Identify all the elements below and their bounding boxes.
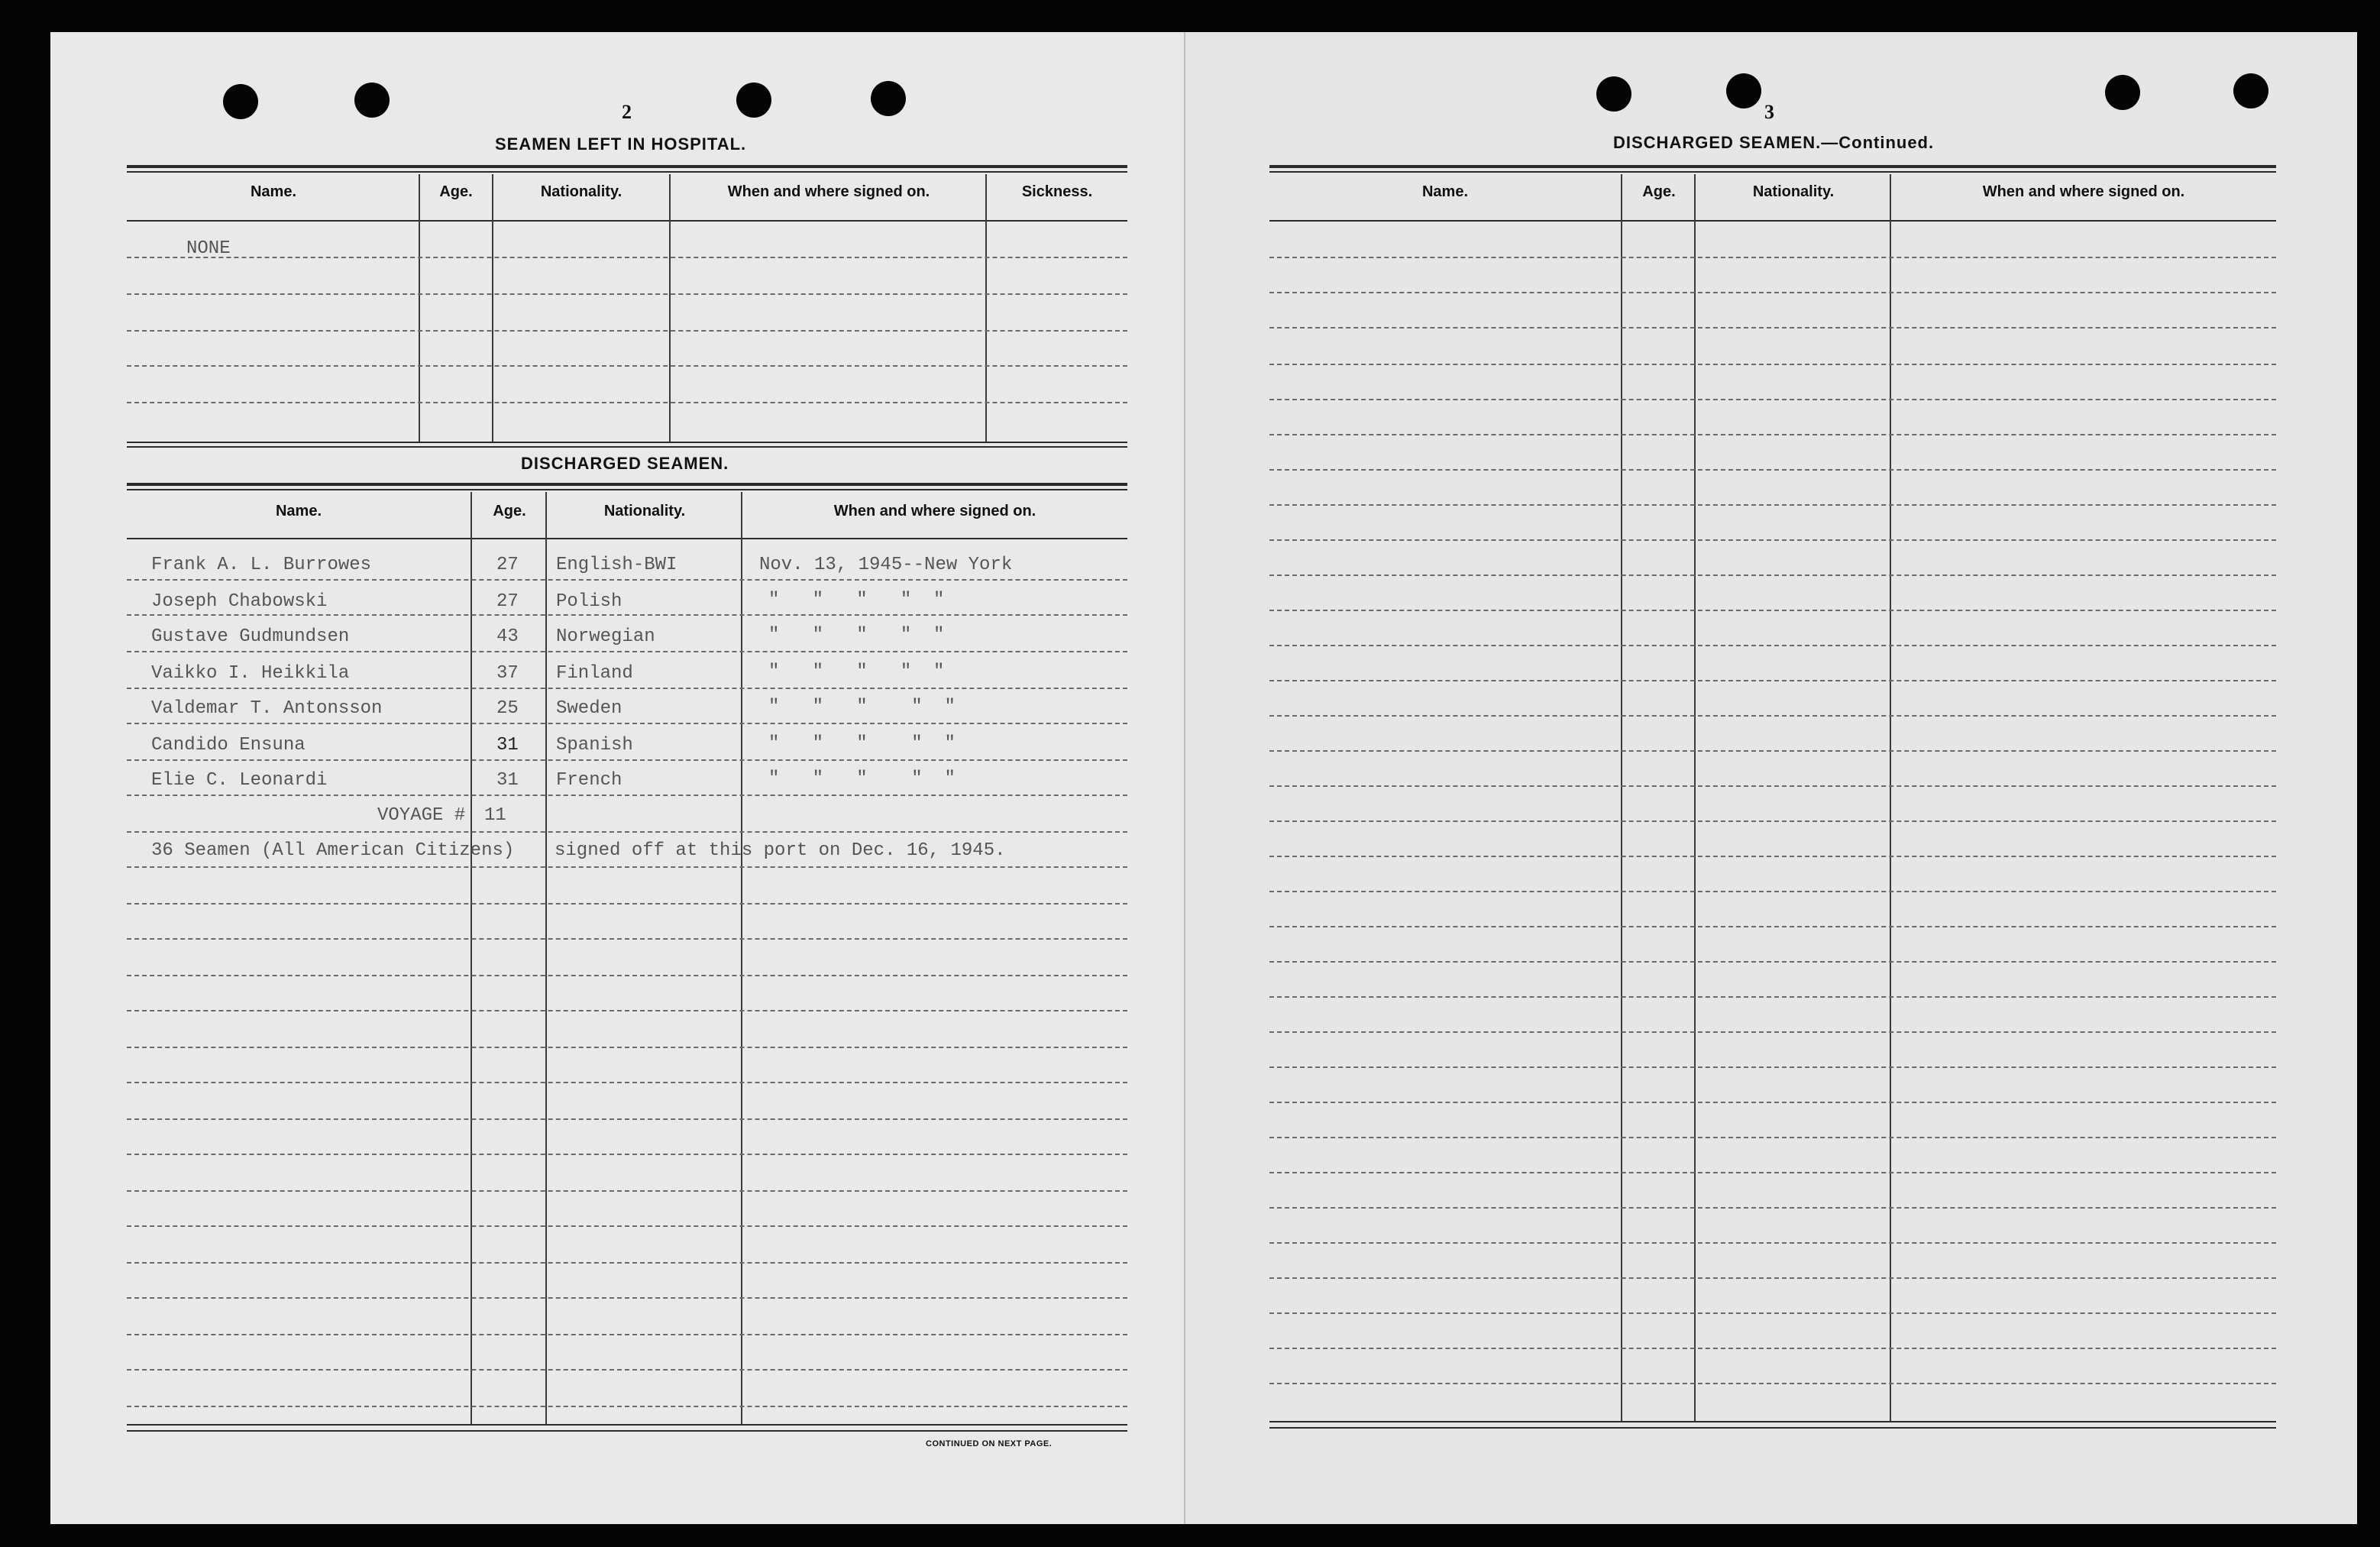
entry-line <box>1269 539 2276 541</box>
entry-line <box>1269 292 2276 293</box>
discharged-continued-title: DISCHARGED SEAMEN.—Continued. <box>1613 133 1935 152</box>
entry-line <box>1269 574 2276 576</box>
column-divider <box>1890 174 1891 1422</box>
entry-line <box>127 795 1127 796</box>
entry-line <box>127 614 1127 616</box>
entry-line <box>127 1118 1127 1120</box>
entry-line <box>127 1225 1127 1227</box>
entry-line <box>127 1297 1127 1299</box>
entry-line <box>1269 1312 2276 1314</box>
seaman-nationality: Polish <box>556 591 622 612</box>
entry-line <box>1269 364 2276 365</box>
voyage-number: 11 <box>484 805 506 826</box>
hospital-header-sickness: Sickness. <box>1021 183 1093 200</box>
entry-line <box>127 1262 1127 1264</box>
rule <box>127 171 1127 173</box>
entry-line <box>1269 820 2276 822</box>
entry-line <box>127 1047 1127 1048</box>
entry-line <box>127 1334 1127 1335</box>
rule <box>1269 1421 2276 1422</box>
entry-line <box>127 293 1127 295</box>
page-fold <box>1184 32 1185 1524</box>
entry-line <box>127 1010 1127 1011</box>
punch-hole <box>2105 75 2140 110</box>
column-divider <box>471 492 472 1426</box>
seaman-age: 27 <box>496 591 519 612</box>
seaman-signed-on: " " " " " <box>768 769 956 789</box>
entry-line <box>1269 785 2276 787</box>
continued-header-signed-on: When and where signed on. <box>1982 183 2185 200</box>
entry-line <box>1269 856 2276 857</box>
entry-line <box>127 579 1127 581</box>
entry-line <box>1269 1172 2276 1173</box>
rule <box>127 489 1127 490</box>
entry-line <box>1269 926 2276 927</box>
discharged-header-age: Age. <box>493 503 526 519</box>
entry-line <box>1269 257 2276 258</box>
rule <box>1269 1427 2276 1429</box>
entry-line <box>127 1190 1127 1192</box>
entry-line <box>1269 750 2276 752</box>
hospital-title: SEAMEN LEFT IN HOSPITAL. <box>495 134 747 154</box>
continued-header-name: Name. <box>1421 183 1469 200</box>
seaman-signed-on: " " " " " <box>768 590 945 610</box>
seaman-age: 43 <box>496 626 519 647</box>
rule <box>127 538 1127 539</box>
entry-line <box>1269 996 2276 998</box>
entry-line <box>1269 961 2276 963</box>
continued-header-age: Age. <box>1642 183 1676 200</box>
punch-hole <box>871 81 906 116</box>
continued-footer: CONTINUED ON NEXT PAGE. <box>926 1439 1053 1448</box>
entry-line <box>1269 1277 2276 1279</box>
voyage-label: VOYAGE # <box>377 805 466 826</box>
entry-line <box>1269 469 2276 471</box>
entry-line <box>1269 1137 2276 1138</box>
punch-hole <box>1726 73 1761 108</box>
seaman-nationality: Sweden <box>556 698 622 719</box>
discharge-note-right: signed off at this port on Dec. 16, 1945. <box>555 840 1006 861</box>
rule <box>1269 220 2276 222</box>
entry-line <box>127 1082 1127 1083</box>
rule <box>127 220 1127 222</box>
entry-line <box>1269 327 2276 328</box>
entry-line <box>1269 610 2276 611</box>
punch-hole <box>354 83 390 118</box>
hospital-header-nationality: Nationality. <box>540 183 622 200</box>
seaman-age: 31 <box>496 735 519 756</box>
entry-line <box>127 938 1127 940</box>
rule <box>127 1430 1127 1432</box>
entry-line <box>1269 434 2276 435</box>
entry-line <box>127 1369 1127 1371</box>
rule <box>127 483 1127 486</box>
discharged-header-name: Name. <box>275 503 322 519</box>
discharged-header-nationality: Nationality. <box>603 503 686 519</box>
rule <box>127 442 1127 443</box>
seaman-name: Elie C. Leonardi <box>151 770 328 791</box>
entry-line <box>127 831 1127 833</box>
continued-header-nationality: Nationality. <box>1752 183 1835 200</box>
seaman-signed-on: " " " " " <box>768 625 945 646</box>
seaman-name: Candido Ensuna <box>151 735 306 756</box>
seaman-nationality: Finland <box>556 663 633 684</box>
entry-line <box>1269 1031 2276 1033</box>
punch-hole <box>1596 76 1631 112</box>
entry-line <box>127 1406 1127 1407</box>
seaman-name: Frank A. L. Burrowes <box>151 555 372 575</box>
rule <box>127 446 1127 448</box>
entry-line <box>127 975 1127 976</box>
entry-line <box>1269 645 2276 646</box>
seaman-nationality: Norwegian <box>556 626 655 647</box>
entry-line <box>1269 504 2276 506</box>
page-number: 3 <box>1764 101 1774 123</box>
seaman-name: Gustave Gudmundsen <box>151 626 350 647</box>
seaman-nationality: Spanish <box>556 735 633 756</box>
entry-line <box>1269 891 2276 892</box>
discharge-note-left: 36 Seamen (All American Citizens) <box>151 840 515 861</box>
entry-line <box>1269 1102 2276 1103</box>
rule <box>127 1424 1127 1426</box>
hospital-entry: NONE <box>186 238 231 259</box>
entry-line <box>1269 1066 2276 1068</box>
entry-line <box>1269 715 2276 717</box>
seaman-age: 27 <box>496 555 519 575</box>
entry-line <box>1269 1383 2276 1384</box>
punch-hole <box>2233 73 2268 108</box>
right-page <box>1185 32 2357 1524</box>
entry-line <box>127 903 1127 905</box>
column-divider <box>545 492 547 1426</box>
entry-line <box>127 257 1127 258</box>
seaman-nationality: English-BWI <box>556 555 677 575</box>
seaman-name: Vaikko I. Heikkila <box>151 663 350 684</box>
rule <box>1269 171 2276 173</box>
entry-line <box>127 866 1127 868</box>
seaman-signed-on: " " " " " <box>768 733 956 754</box>
seaman-age: 31 <box>496 770 519 791</box>
seaman-signed-on: Nov. 13, 1945--New York <box>759 555 1013 575</box>
entry-line <box>127 651 1127 652</box>
rule <box>127 165 1127 168</box>
seaman-name: Valdemar T. Antonsson <box>151 698 383 719</box>
entry-line <box>127 1154 1127 1155</box>
discharged-header-signed-on: When and where signed on. <box>833 503 1036 519</box>
hospital-header-age: Age. <box>439 183 473 200</box>
column-divider <box>741 492 742 1426</box>
rule <box>1269 165 2276 168</box>
entry-line <box>1269 399 2276 400</box>
entry-line <box>127 402 1127 403</box>
entry-line <box>127 723 1127 724</box>
seaman-name: Joseph Chabowski <box>151 591 328 612</box>
page-number: 2 <box>622 101 632 123</box>
column-divider <box>1694 174 1696 1422</box>
entry-line <box>1269 1242 2276 1244</box>
entry-line <box>127 688 1127 689</box>
hospital-header-name: Name. <box>250 183 297 200</box>
entry-line <box>127 365 1127 367</box>
seaman-age: 37 <box>496 663 519 684</box>
seaman-signed-on: " " " " " <box>768 697 956 717</box>
hospital-header-signed-on: When and where signed on. <box>727 183 930 200</box>
entry-line <box>127 759 1127 761</box>
entry-line <box>127 330 1127 332</box>
entry-line <box>1269 1348 2276 1349</box>
seaman-nationality: French <box>556 770 622 791</box>
seaman-signed-on: " " " " " <box>768 662 945 682</box>
seaman-age: 25 <box>496 698 519 719</box>
discharged-title: DISCHARGED SEAMEN. <box>521 454 729 473</box>
entry-line <box>1269 1207 2276 1209</box>
entry-line <box>1269 680 2276 681</box>
column-divider <box>1621 174 1622 1422</box>
punch-hole <box>736 83 771 118</box>
punch-hole <box>223 84 258 119</box>
